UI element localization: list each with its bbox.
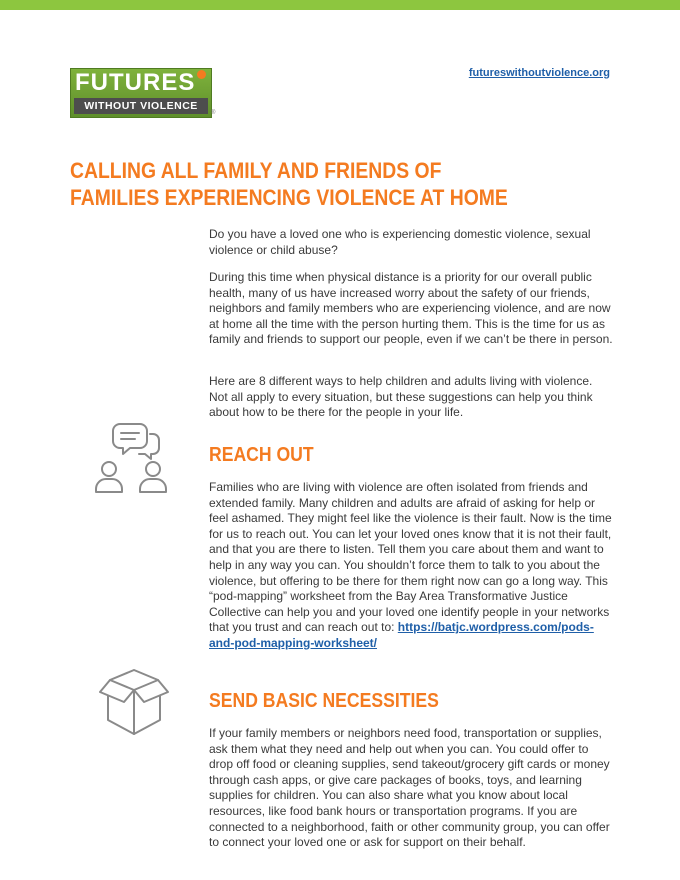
logo-wordmark: FUTURES — [75, 69, 196, 96]
logo-tagline: WITHOUT VIOLENCE — [74, 98, 208, 114]
worksheet-link[interactable]: https://batjc.wordpress.com/pods-and-pod-mapping-worksheet/ — [209, 620, 594, 650]
website-link[interactable]: futureswithoutviolence.org — [468, 67, 610, 79]
section-body-send-basic-necessities: If your family members or neighbors need food, transportation or supplies, ask them what they need and help out when you can. You could offer to drop off food or cleaning supplies, send takeout/grocery gift cards or money through cash apps, or give care packages of books, toys, and learning supplies for children. You can also share what you know about local resources, like food bank hours or transportation programs. If you are connected to a neighborhood, faith or other community group, you can offer to connect your loved one or ask for support on their behalf. — [209, 726, 610, 850]
page-title: CALLING ALL FAMILY AND FRIENDS OF FAMILIES EXPERIENCING VIOLENCE AT HOME — [70, 158, 508, 210]
section-body-text: Families who are living with violence are often isolated from friends and extended family. Many children and adults are afraid of asking for help or feel ashamed. They might feel like the violence is their fault. Now is the time for us to reach out. You can let your loved ones know that it is not their fault, and that you are there to listen. Tell them you care about them and want to help in any way you can. You shouldn’t force them to talk to you about the violence, but offering to be there for them right now can go a long way. This “pod-mapping” worksheet from the Bay Area Transformative Justice Collective can help you and your loved one identify people in your networks that you trust and can reach out to: — [209, 480, 612, 635]
intro-paragraph: Do you have a loved one who is experiencing domestic violence, sexual violence or child abuse? — [209, 227, 591, 257]
section-heading-reach-out: REACH OUT — [209, 444, 314, 466]
chat-people-icon — [92, 418, 174, 496]
top-accent-bar — [0, 0, 680, 10]
logo-dot — [197, 70, 206, 79]
futures-logo[interactable] — [70, 68, 212, 118]
box-icon — [96, 664, 172, 740]
section-body-reach-out — [209, 480, 614, 652]
intro-paragraph: Here are 8 different ways to help children and adults living with violence. Not all apply to every situation, but these suggestions can help you think about how to be there for the people in your life. — [209, 374, 593, 420]
intro-paragraph: During this time when physical distance is a priority for our overall public health, many of us have increased worry about the safety of our friends, neighbors and family members who are experiencing violence, and are now at home all the time with the person hurting them. This is the time for us as family and friends to support our people, even if we can’t be there in person. — [209, 270, 613, 347]
registered-mark: ® — [211, 110, 216, 116]
section-heading-send-basic-necessities: SEND BASIC NECESSITIES — [209, 690, 439, 712]
